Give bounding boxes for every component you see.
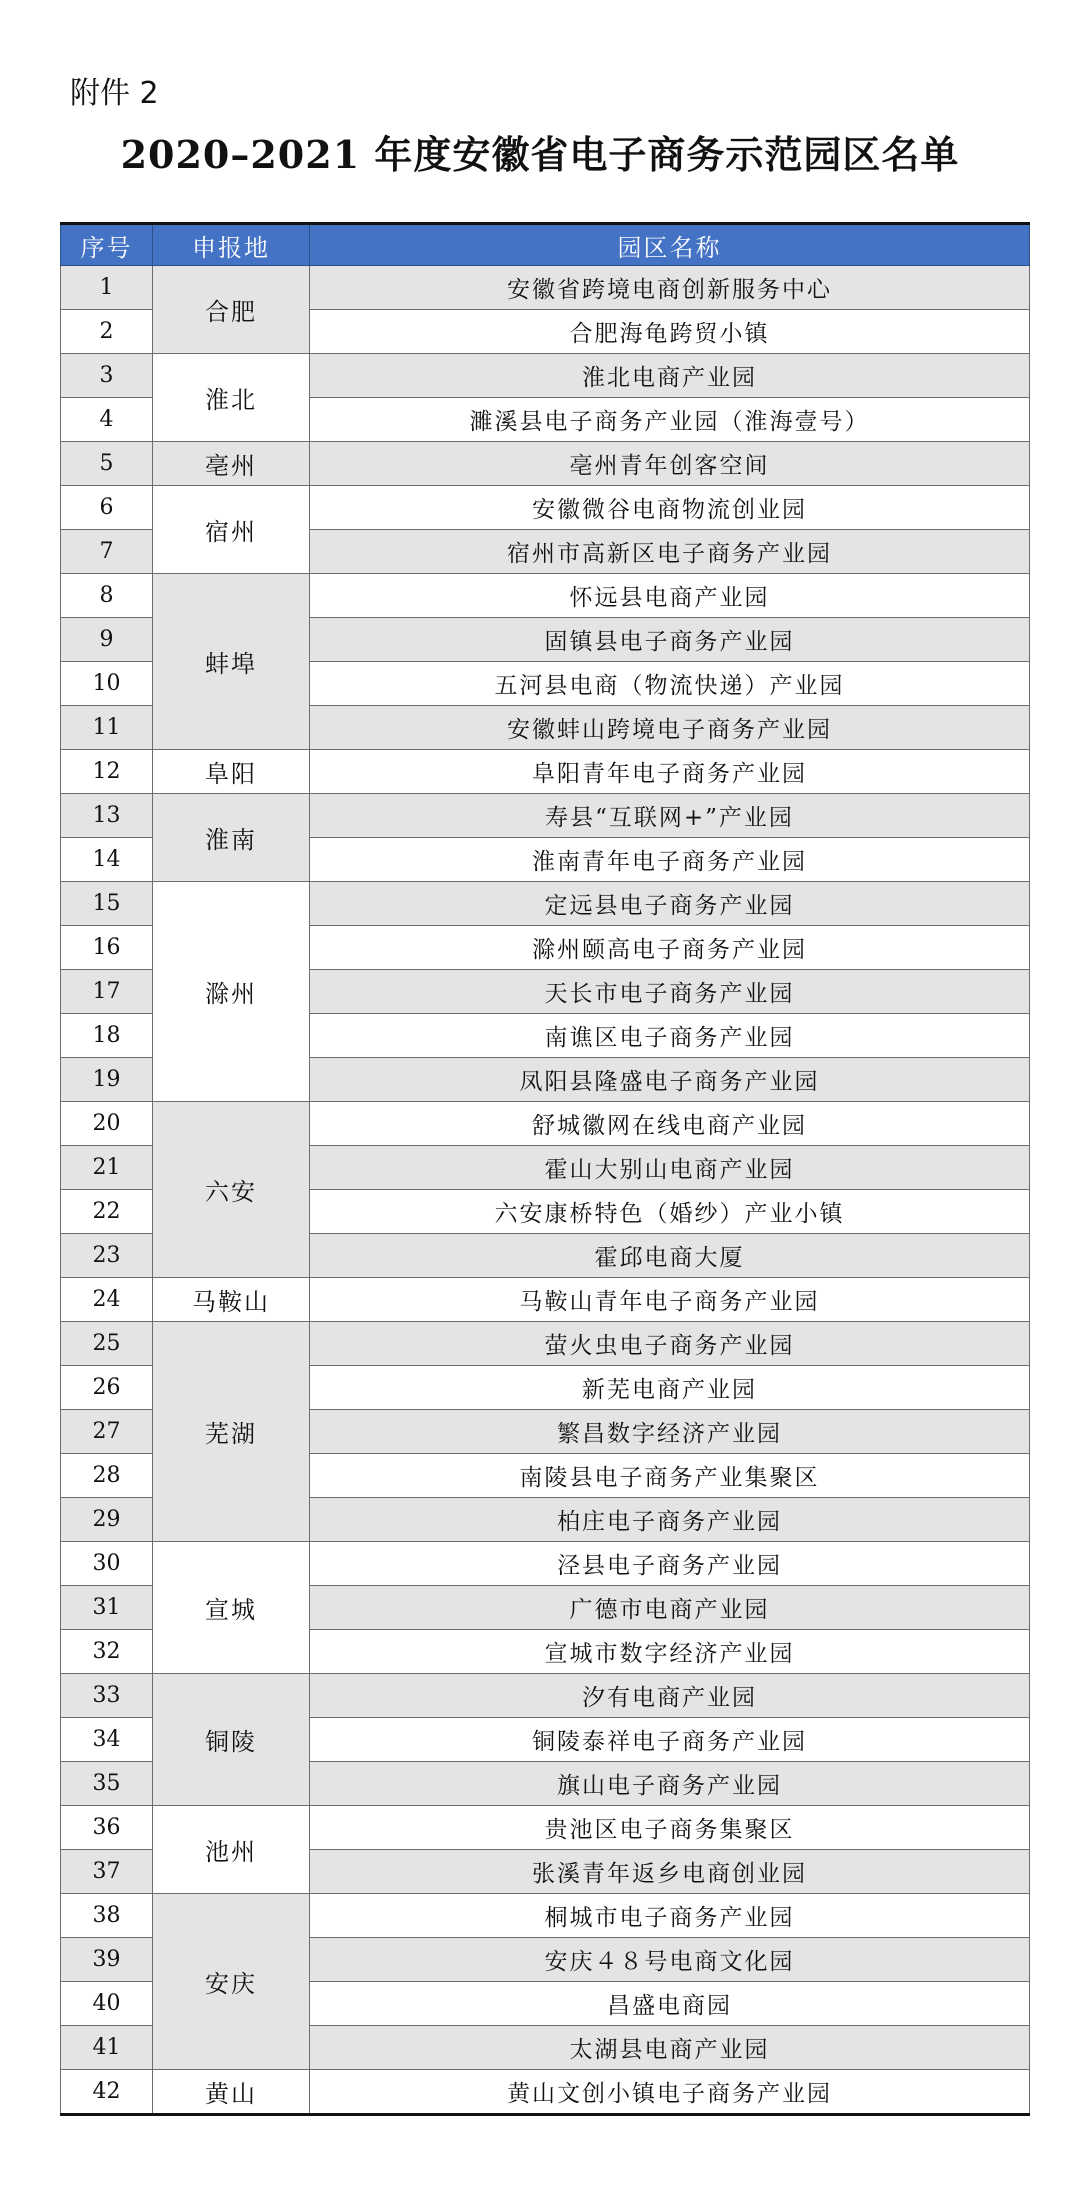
row-number: 15: [61, 882, 153, 926]
row-number: 40: [61, 1982, 153, 2026]
table-row: [61, 574, 1030, 618]
park-name: 宣城市数字经济产业园: [310, 1630, 1030, 1674]
row-number: 32: [61, 1630, 153, 1674]
table-row: [61, 1806, 1030, 1850]
park-name: 淮南青年电子商务产业园: [310, 838, 1030, 882]
park-name: 张溪青年返乡电商创业园: [310, 1850, 1030, 1894]
location-cell: 蚌埠: [153, 574, 310, 750]
table-row: [61, 882, 1030, 926]
row-number: 29: [61, 1498, 153, 1542]
park-name: 天长市电子商务产业园: [310, 970, 1030, 1014]
park-name: 旗山电子商务产业园: [310, 1762, 1030, 1806]
park-name: 安庆４８号电商文化园: [310, 1938, 1030, 1982]
table-row: [61, 2070, 1030, 2115]
table-row: [61, 1278, 1030, 1322]
park-name: 六安康桥特色（婚纱）产业小镇: [310, 1190, 1030, 1234]
row-number: 9: [61, 618, 153, 662]
table-row: [61, 750, 1030, 794]
row-number: 34: [61, 1718, 153, 1762]
row-number: 22: [61, 1190, 153, 1234]
row-number: 5: [61, 442, 153, 486]
row-number: 8: [61, 574, 153, 618]
park-name: 南陵县电子商务产业集聚区: [310, 1454, 1030, 1498]
location-cell: 铜陵: [153, 1674, 310, 1806]
park-name: 安徽蚌山跨境电子商务产业园: [310, 706, 1030, 750]
park-name: 南谯区电子商务产业园: [310, 1014, 1030, 1058]
row-number: 26: [61, 1366, 153, 1410]
row-number: 33: [61, 1674, 153, 1718]
park-name: 五河县电商（物流快递）产业园: [310, 662, 1030, 706]
row-number: 25: [61, 1322, 153, 1366]
row-number: 4: [61, 398, 153, 442]
park-name: 合肥海龟跨贸小镇: [310, 310, 1030, 354]
row-number: 39: [61, 1938, 153, 1982]
location-cell: 芜湖: [153, 1322, 310, 1542]
table-row: [61, 486, 1030, 530]
table-row: [61, 1102, 1030, 1146]
park-name: 泾县电子商务产业园: [310, 1542, 1030, 1586]
park-name: 昌盛电商园: [310, 1982, 1030, 2026]
park-name: 繁昌数字经济产业园: [310, 1410, 1030, 1454]
location-cell: 宿州: [153, 486, 310, 574]
park-name: 宿州市高新区电子商务产业园: [310, 530, 1030, 574]
row-number: 10: [61, 662, 153, 706]
row-number: 21: [61, 1146, 153, 1190]
row-number: 35: [61, 1762, 153, 1806]
park-name: 广德市电商产业园: [310, 1586, 1030, 1630]
table-row: [61, 1894, 1030, 1938]
park-name: 怀远县电商产业园: [310, 574, 1030, 618]
park-name: 贵池区电子商务集聚区: [310, 1806, 1030, 1850]
park-name: 安徽省跨境电商创新服务中心: [310, 266, 1030, 310]
location-cell: 池州: [153, 1806, 310, 1894]
location-cell: 淮南: [153, 794, 310, 882]
park-name: 铜陵泰祥电子商务产业园: [310, 1718, 1030, 1762]
park-name: 桐城市电子商务产业园: [310, 1894, 1030, 1938]
row-number: 37: [61, 1850, 153, 1894]
table-header-row: [61, 224, 1030, 266]
park-name: 阜阳青年电子商务产业园: [310, 750, 1030, 794]
park-name: 定远县电子商务产业园: [310, 882, 1030, 926]
location-cell: 宣城: [153, 1542, 310, 1674]
park-name: 淮北电商产业园: [310, 354, 1030, 398]
park-name: 亳州青年创客空间: [310, 442, 1030, 486]
location-cell: 阜阳: [153, 750, 310, 794]
location-cell: 亳州: [153, 442, 310, 486]
location-cell: 安庆: [153, 1894, 310, 2070]
row-number: 20: [61, 1102, 153, 1146]
park-name: 霍山大别山电商产业园: [310, 1146, 1030, 1190]
table-body: [61, 266, 1030, 2115]
row-number: 36: [61, 1806, 153, 1850]
park-name: 安徽微谷电商物流创业园: [310, 486, 1030, 530]
row-number: 27: [61, 1410, 153, 1454]
location-cell: 马鞍山: [153, 1278, 310, 1322]
row-number: 19: [61, 1058, 153, 1102]
header-location: 申报地: [153, 224, 310, 266]
row-number: 42: [61, 2070, 153, 2115]
park-name: 黄山文创小镇电子商务产业园: [310, 2070, 1030, 2115]
location-cell: 六安: [153, 1102, 310, 1278]
row-number: 31: [61, 1586, 153, 1630]
row-number: 13: [61, 794, 153, 838]
row-number: 17: [61, 970, 153, 1014]
table-row: [61, 794, 1030, 838]
table-row: [61, 1674, 1030, 1718]
row-number: 14: [61, 838, 153, 882]
row-number: 23: [61, 1234, 153, 1278]
park-name: 寿县“互联网+”产业园: [310, 794, 1030, 838]
row-number: 12: [61, 750, 153, 794]
row-number: 11: [61, 706, 153, 750]
row-number: 1: [61, 266, 153, 310]
park-name: 太湖县电商产业园: [310, 2026, 1030, 2070]
row-number: 30: [61, 1542, 153, 1586]
row-number: 6: [61, 486, 153, 530]
attachment-label: 附件 2: [70, 76, 159, 111]
table-row: [61, 1322, 1030, 1366]
location-cell: 合肥: [153, 266, 310, 354]
row-number: 2: [61, 310, 153, 354]
park-name: 舒城徽网在线电商产业园: [310, 1102, 1030, 1146]
park-name: 固镇县电子商务产业园: [310, 618, 1030, 662]
row-number: 3: [61, 354, 153, 398]
park-name: 萤火虫电子商务产业园: [310, 1322, 1030, 1366]
row-number: 7: [61, 530, 153, 574]
table-row: [61, 266, 1030, 310]
park-name: 霍邱电商大厦: [310, 1234, 1030, 1278]
park-name: 汐有电商产业园: [310, 1674, 1030, 1718]
park-name: 濉溪县电子商务产业园（淮海壹号）: [310, 398, 1030, 442]
row-number: 28: [61, 1454, 153, 1498]
row-number: 38: [61, 1894, 153, 1938]
row-number: 24: [61, 1278, 153, 1322]
table-row: [61, 1542, 1030, 1586]
park-list-table: [60, 222, 1030, 2116]
header-park-name: 园区名称: [310, 224, 1030, 266]
location-cell: 淮北: [153, 354, 310, 442]
header-num: 序号: [61, 224, 153, 266]
row-number: 18: [61, 1014, 153, 1058]
park-name: 柏庄电子商务产业园: [310, 1498, 1030, 1542]
park-name: 马鞍山青年电子商务产业园: [310, 1278, 1030, 1322]
location-cell: 黄山: [153, 2070, 310, 2115]
table-row: [61, 354, 1030, 398]
park-name: 凤阳县隆盛电子商务产业园: [310, 1058, 1030, 1102]
row-number: 16: [61, 926, 153, 970]
table-row: [61, 442, 1030, 486]
document-title: 2020–2021 年度安徽省电子商务示范园区名单: [120, 132, 960, 177]
location-cell: 滁州: [153, 882, 310, 1102]
park-name: 新芜电商产业园: [310, 1366, 1030, 1410]
park-name: 滁州颐高电子商务产业园: [310, 926, 1030, 970]
row-number: 41: [61, 2026, 153, 2070]
